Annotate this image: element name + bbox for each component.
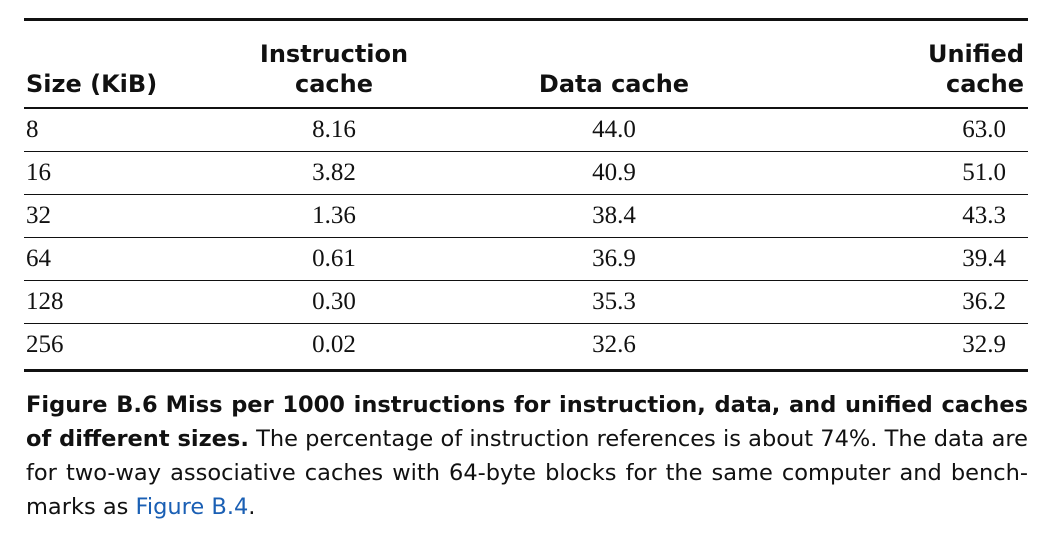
table-cell: 0.30: [204, 281, 464, 324]
table-cell: 16: [24, 152, 204, 195]
table-cell: 3.82: [204, 152, 464, 195]
table-cell: 64: [24, 238, 204, 281]
caption-title: Miss per 1000 instructions for instruction, data, and unified caches of different sizes.: [26, 392, 1028, 452]
bottom-rule: [24, 369, 1028, 372]
caption-label: Figure B.6: [26, 392, 158, 418]
header-row: [24, 21, 1028, 107]
table-row: [24, 324, 1028, 367]
table-cell: 32: [24, 195, 204, 238]
table-cell: 63.0: [764, 109, 1028, 152]
table-cell: 256: [26, 331, 64, 358]
table-row: [24, 195, 1028, 238]
figure-link[interactable]: Figure B.4: [135, 494, 249, 520]
table-row: [24, 238, 1028, 281]
figure-caption: [24, 388, 1028, 524]
table-cell: 35.3: [464, 281, 764, 324]
table-cell: 43.3: [764, 195, 1028, 238]
table-cell: 128: [24, 281, 204, 324]
table-cell: 32.9: [962, 331, 1006, 358]
table-cell: 8: [24, 109, 204, 152]
column-header-0: [24, 21, 204, 107]
table-cell: 36.2: [764, 281, 1028, 324]
table-row: [24, 152, 1028, 195]
table-row: [24, 109, 1028, 152]
table-row: [24, 281, 1028, 324]
table-cell: 51.0: [764, 152, 1028, 195]
caption-body: The percentage of instruction references is about 74%. The data are for two-way associative caches with 64-byte blocks for the same computer and bench-marks as: [26, 426, 1029, 520]
column-header-line: Size (KiB): [26, 70, 158, 98]
column-header-2: [464, 21, 764, 107]
table-cell: 39.4: [764, 238, 1028, 281]
column-header-line: Data cache: [538, 70, 690, 98]
column-header-line: cache: [945, 70, 1024, 98]
column-header-line: Unified: [927, 40, 1024, 68]
caption-end: .: [248, 494, 256, 520]
table-cell: 32.6: [592, 331, 636, 358]
table-cell: 40.9: [464, 152, 764, 195]
table-body: [24, 109, 1028, 366]
table-cell: 1.36: [204, 195, 464, 238]
column-header-line: cache: [294, 70, 373, 98]
column-header-line: Instruction: [259, 40, 409, 68]
table-cell: 0.61: [204, 238, 464, 281]
table-cell: 36.9: [464, 238, 764, 281]
table-header: [24, 21, 1028, 109]
figure-table: [24, 18, 1028, 524]
table-cell: 38.4: [464, 195, 764, 238]
column-header-1: [204, 21, 464, 107]
column-header-3: [764, 21, 1028, 107]
table-cell: 0.02: [312, 331, 356, 358]
table-cell: 44.0: [464, 109, 764, 152]
table-cell: 8.16: [204, 109, 464, 152]
cache-miss-table: [24, 21, 1028, 366]
